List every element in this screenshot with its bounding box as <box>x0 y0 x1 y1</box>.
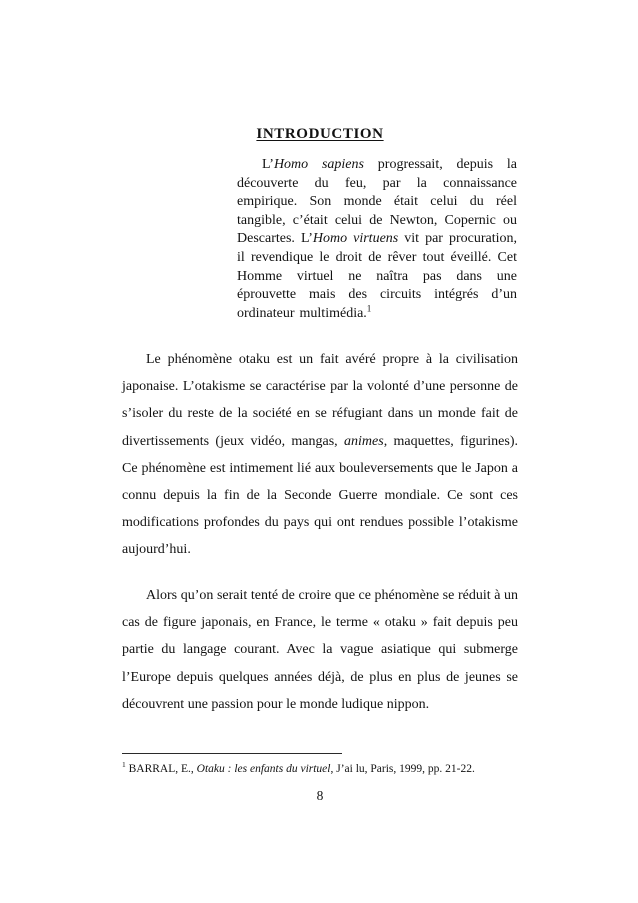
page-number: 8 <box>316 788 324 803</box>
quote-text-segment: vit par procuration, il revendique le droit de rêver tout éveillé. Cet Homme virtuel ne naîtra pas dans une éprouvette mais des circuits intégrés d’un ordinateur multimédia. <box>237 231 518 321</box>
footnote-text-segment: BARRAL, E., <box>125 763 197 775</box>
paragraph-text-segment: Alors qu’on serait tenté de croire que ce phénomène se réduit à un cas de figure japonais, en France, le terme « otaku » fait depuis peu partie du langage courant. Avec la vague asiatique qui submerge l’Europe depuis quelques années déjà, de plus en plus de jeunes se découvrent une passion pour le monde ludique nippon. <box>122 588 518 712</box>
footnote-italic-book-title: Otaku : les enfants du virtuel <box>196 763 331 775</box>
paragraph-text-segment: , maquettes, figurines). Ce phénomène est intimement lié aux bouleversements que le Japon a connu depuis la fin de la Seconde Guerre mondiale. Ce sont ces modifications profondes du pays qui ont rendues possible l’otakisme aujourd’hui. <box>122 433 519 558</box>
footnote-citation <box>122 761 592 777</box>
quote-text-segment: L’ <box>262 157 274 172</box>
footnote-reference-marker: 1 <box>366 303 372 314</box>
page-title: INTRODUCTION <box>256 126 384 142</box>
quote-text-segment: progressait, depuis la découverte du feu, par la connaissance empirique. Son monde était celui du réel tangible, c’était celui de Newton, Copernic ou Descartes. L’ <box>237 157 517 247</box>
paragraph-italic-animes: animes <box>344 433 384 449</box>
body-paragraph-2 <box>122 582 518 718</box>
quote-italic-homo-sapiens: Homo sapiens <box>273 157 364 172</box>
quotation-block <box>237 156 517 323</box>
body-paragraph-1 <box>122 346 518 564</box>
footnote-separator-rule <box>122 753 342 754</box>
footnote-number: 1 <box>122 760 126 770</box>
paragraph-text-segment: Le phénomène otaku est un fait avéré propre à la civilisation japonaise. L’otakisme se caractérise par la volonté d’une personne de s’isoler du reste de la société en se réfugiant dans un monde fait de divertissements (jeux vidéo, mangas, <box>122 352 518 449</box>
quote-italic-homo-virtuens: Homo virtuens <box>312 231 399 247</box>
footnote-text-segment: , J’ai lu, Paris, 1999, pp. 21-22. <box>330 763 475 775</box>
